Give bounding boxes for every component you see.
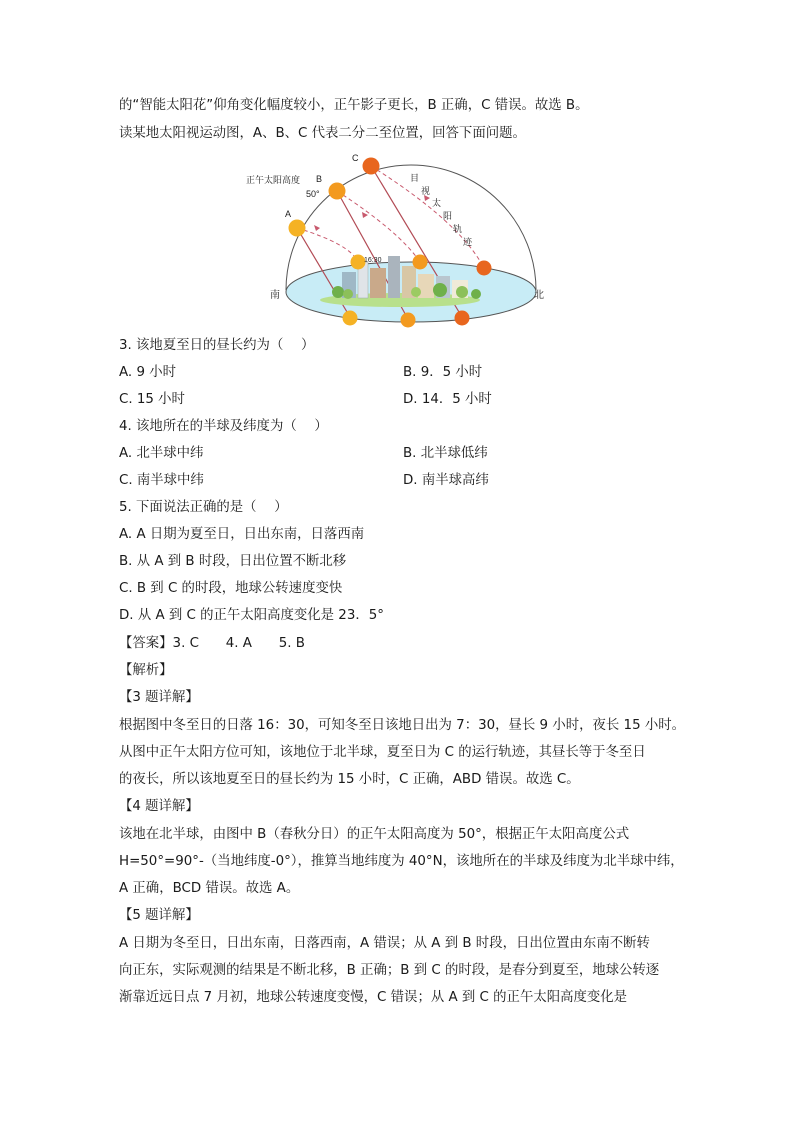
sun-b-icon xyxy=(329,183,346,200)
track-label-0: 目 xyxy=(410,173,420,183)
q5-detail-heading: 【5 题详解】 xyxy=(119,908,199,923)
question-3-stem: 3. 该地夏至日的昼长约为（ ） xyxy=(119,338,315,353)
q4-detail-line-3: A 正确，BCD 错误。故选 A。 xyxy=(119,881,300,896)
sun-a-icon xyxy=(289,220,306,237)
q5-detail-line-2: 向正东，实际观测的结果是不断北移，B 正确；B 到 C 的时段，是春分到夏至，地球公转逐 xyxy=(119,963,660,978)
q5-option-b: B. 从 A 到 B 时段，日出位置不断北移 xyxy=(119,554,347,569)
q4-option-c: C. 南半球中纬 xyxy=(119,473,204,488)
intro-line-2: 读某地太阳视运动图，A、B、C 代表二分二至位置，回答下面问题。 xyxy=(119,126,526,141)
q4-detail-heading: 【4 题详解】 xyxy=(119,799,199,814)
arrow-b xyxy=(362,212,368,218)
sunset-time-label: 16:30 xyxy=(364,257,382,264)
q5-option-d: D. 从 A 到 C 的正午太阳高度变化是 23．5° xyxy=(119,608,384,623)
label-a: A xyxy=(285,209,292,219)
q3-detail-line-3: 的夜长，所以该地夏至日的昼长约为 15 小时，C 正确，ABD 错误。故选 C。 xyxy=(119,772,580,787)
sun-path-diagram xyxy=(240,152,550,330)
q5-detail-line-1: A 日期为冬至日，日出东南，日落西南，A 错误；从 A 到 B 时段，日出位置由东南不断转 xyxy=(119,936,650,951)
track-label-3: 阳 xyxy=(443,211,453,221)
track-label-2: 太 xyxy=(432,198,442,208)
answer-line: 【答案】3. C 4. A 5. B xyxy=(119,636,305,651)
q3-option-c: C. 15 小时 xyxy=(119,392,185,407)
q5-option-c: C. B 到 C 的时段，地球公转速度变快 xyxy=(119,581,343,596)
track-label-4: 轨 xyxy=(453,224,463,234)
q4-option-a: A. 北半球中纬 xyxy=(119,446,204,461)
q4-detail-line-1: 该地在北半球，由图中 B（春秋分日）的正午太阳高度为 50°，根据正午太阳高度公式 xyxy=(119,827,630,842)
label-c: C xyxy=(352,153,359,163)
path-a-dashed xyxy=(297,228,358,262)
q3-detail-line-2: 从图中正午太阳方位可知，该地位于北半球，夏至日为 C 的运行轨迹，其昼长等于冬至日 xyxy=(119,745,646,760)
q3-detail-line-1: 根据图中冬至日的日落 16：30，可知冬至日该地日出为 7：30，昼长 9 小时，夜长 15 小时。 xyxy=(119,718,686,733)
q4-option-b: B. 北半球低纬 xyxy=(403,446,488,461)
q4-detail-line-2: H=50°=90°-（当地纬度-0°），推算当地纬度为 40°N，该地所在的半球及纬度为北半球中纬， xyxy=(119,854,684,869)
q5-detail-line-3: 渐靠近远日点 7 月初，地球公转速度变慢，C 错误；从 A 到 C 的正午太阳高度变化是 xyxy=(119,990,628,1005)
q4-option-d: D. 南半球高纬 xyxy=(403,473,489,488)
q3-option-a: A. 9 小时 xyxy=(119,365,176,380)
track-label-1: 视 xyxy=(421,186,431,196)
noon-altitude-label: 正午太阳高度 xyxy=(246,175,301,185)
track-label-5: 迹 xyxy=(463,237,473,247)
north-label: 北 xyxy=(534,290,544,301)
path-c-dashed xyxy=(371,166,484,268)
sunrise-b-icon xyxy=(401,313,416,328)
intro-line-1: 的“智能太阳花”仰角变化幅度较小，正午影子更长，B 正确，C 错误。故选 B。 xyxy=(119,98,589,113)
sun-c-icon xyxy=(363,158,380,175)
q5-option-a: A. A 日期为夏至日，日出东南，日落西南 xyxy=(119,527,365,542)
south-label: 南 xyxy=(270,290,280,301)
analysis-heading: 【解析】 xyxy=(119,663,173,678)
q3-option-d: D. 14．5 小时 xyxy=(403,392,492,407)
sunset-c-icon xyxy=(477,261,492,276)
sunrise-c-icon xyxy=(455,311,470,326)
label-b: B xyxy=(316,174,323,184)
angle-label: 50° xyxy=(306,189,320,199)
question-4-stem: 4. 该地所在的半球及纬度为（ ） xyxy=(119,419,328,434)
q3-option-b: B. 9．5 小时 xyxy=(403,365,483,380)
sunset-b-icon xyxy=(413,255,428,270)
arrow-a xyxy=(314,225,320,231)
question-5-stem: 5. 下面说法正确的是（ ） xyxy=(119,500,288,515)
q3-detail-heading: 【3 题详解】 xyxy=(119,690,199,705)
sunrise-a-icon xyxy=(343,311,358,326)
